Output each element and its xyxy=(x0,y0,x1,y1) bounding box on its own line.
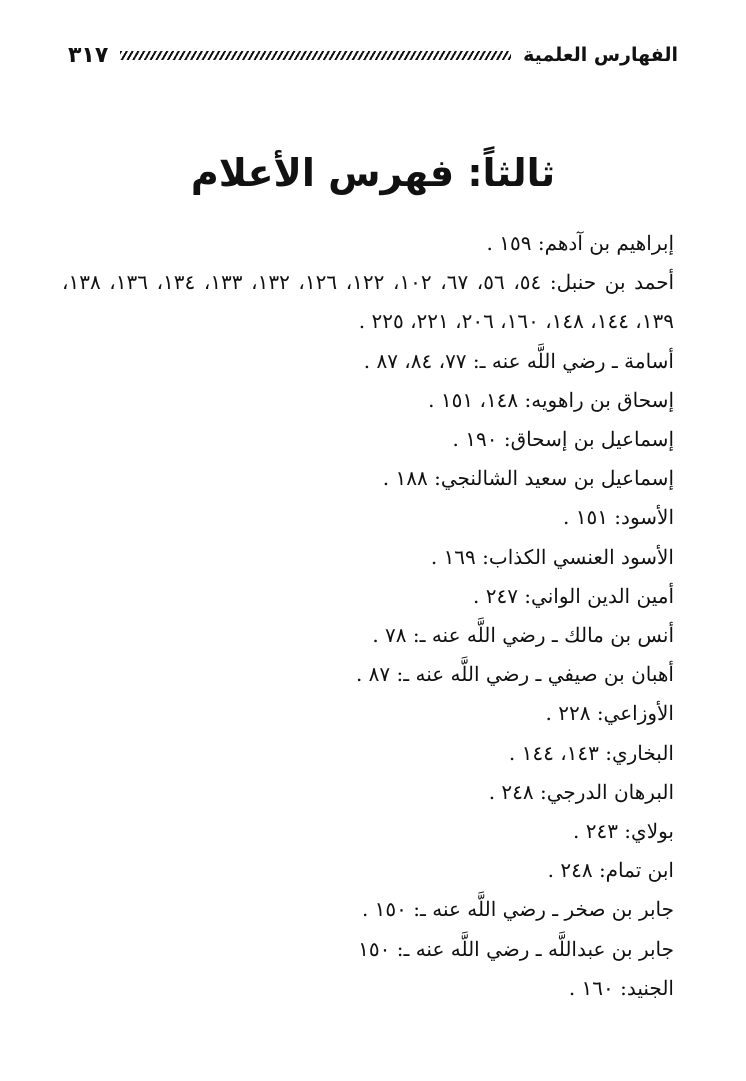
entry-name: إبراهيم بن آدهم: xyxy=(537,231,674,255)
entry-page-refs: ٧٨ . xyxy=(372,623,407,648)
entry-name: إسحاق بن راهويه: xyxy=(524,387,674,412)
entry-page-refs: ١٥١ . xyxy=(562,505,608,530)
entry-page-refs: ١٥٩ . xyxy=(486,231,532,255)
entry-page-refs: ٧٧، ٨٤، ٨٧ . xyxy=(363,348,467,373)
running-header xyxy=(68,38,678,72)
entry-page-refs: ١٥٠ . xyxy=(361,897,407,922)
entry-name: أنس بن مالك ـ رضي اللَّه عنه ـ: xyxy=(412,623,674,648)
entry-page-refs: ٥٤، ٥٦، ٦٧، ١٠٢، ١٢٢، ١٢٦، ١٣٢، ١٣٣، ١٣٤، ١٣٦، ١٣٨، ١٣٩، ١٤٤، ١٤٨، ١٦٠، ٢٠٦، ٢٢١، ٢٢٥ . xyxy=(62,270,674,334)
index-entry xyxy=(62,890,674,929)
entry-name: الأوزاعي: xyxy=(596,701,674,726)
index-entry xyxy=(62,498,674,537)
entry-page-refs: ٢٤٧ . xyxy=(472,583,518,608)
entry-name: أمين الدين الواني: xyxy=(524,583,674,608)
page-number: ٣١٧ xyxy=(68,42,109,68)
entry-name: ابن تمام: xyxy=(598,858,674,883)
decorative-rule xyxy=(120,51,511,60)
entry-name: البخاري: xyxy=(605,740,674,765)
index-entry xyxy=(62,851,674,890)
index-entry xyxy=(62,930,674,969)
index-entry xyxy=(62,420,674,459)
section-title: ثالثاً: فهرس الأعلام xyxy=(190,151,556,195)
index-entry xyxy=(62,616,674,655)
entry-name: جابر بن عبداللَّه ـ رضي اللَّه عنه ـ: xyxy=(396,936,674,961)
entry-page-refs: ١٦٩ . xyxy=(430,544,476,569)
entry-name: أسامة ـ رضي اللَّه عنه ـ: xyxy=(472,348,674,373)
entry-name: أهبان بن صيفي ـ رضي اللَّه عنه ـ: xyxy=(396,662,674,687)
index-entry xyxy=(62,538,674,577)
entry-name: بولاي: xyxy=(624,819,674,844)
index-entry xyxy=(62,342,674,381)
entry-name: أحمد بن حنبل: xyxy=(549,270,675,295)
index-entry xyxy=(62,655,674,694)
entry-page-refs: ١٥٠ xyxy=(358,936,391,961)
entry-page-refs: ٢٤٨ . xyxy=(547,858,593,883)
entry-page-refs: ١٤٨، ١٥١ . xyxy=(428,387,519,412)
index-entry xyxy=(62,734,674,773)
index-entry xyxy=(62,812,674,851)
entry-name: إسماعيل بن إسحاق: xyxy=(503,427,674,452)
entry-name: البرهان الدرجي: xyxy=(540,779,674,804)
entry-page-refs: ٢٤٨ . xyxy=(488,779,534,804)
index-entry xyxy=(62,969,674,1008)
entry-page-refs: ٢٢٨ . xyxy=(545,701,591,726)
index-entry xyxy=(62,577,674,616)
entry-page-refs: ١٨٨ . xyxy=(382,466,428,491)
entry-name: الأسود: xyxy=(614,505,674,530)
entry-name: الجنيد: xyxy=(620,975,674,1000)
index-entry xyxy=(62,459,674,498)
index-entry xyxy=(62,773,674,812)
index-entry-list xyxy=(62,224,674,1008)
entry-page-refs: ٨٧ . xyxy=(355,662,391,687)
entry-name: جابر بن صخر ـ رضي اللَّه عنه ـ: xyxy=(413,897,674,922)
entry-page-refs: ١٦٠ . xyxy=(568,975,614,1000)
entry-page-refs: ٢٤٣ . xyxy=(572,819,618,844)
index-entry xyxy=(62,224,674,263)
index-entry xyxy=(62,694,674,733)
index-entry xyxy=(62,381,674,420)
entry-name: إسماعيل بن سعيد الشالنجي: xyxy=(434,466,674,491)
entry-name: الأسود العنسي الكذاب: xyxy=(482,544,674,569)
running-header-title: الفهارس العلمية xyxy=(523,44,678,66)
entry-page-refs: ١٤٣، ١٤٤ . xyxy=(508,740,599,765)
index-entry xyxy=(62,263,674,341)
entry-page-refs: ١٩٠ . xyxy=(452,427,498,452)
